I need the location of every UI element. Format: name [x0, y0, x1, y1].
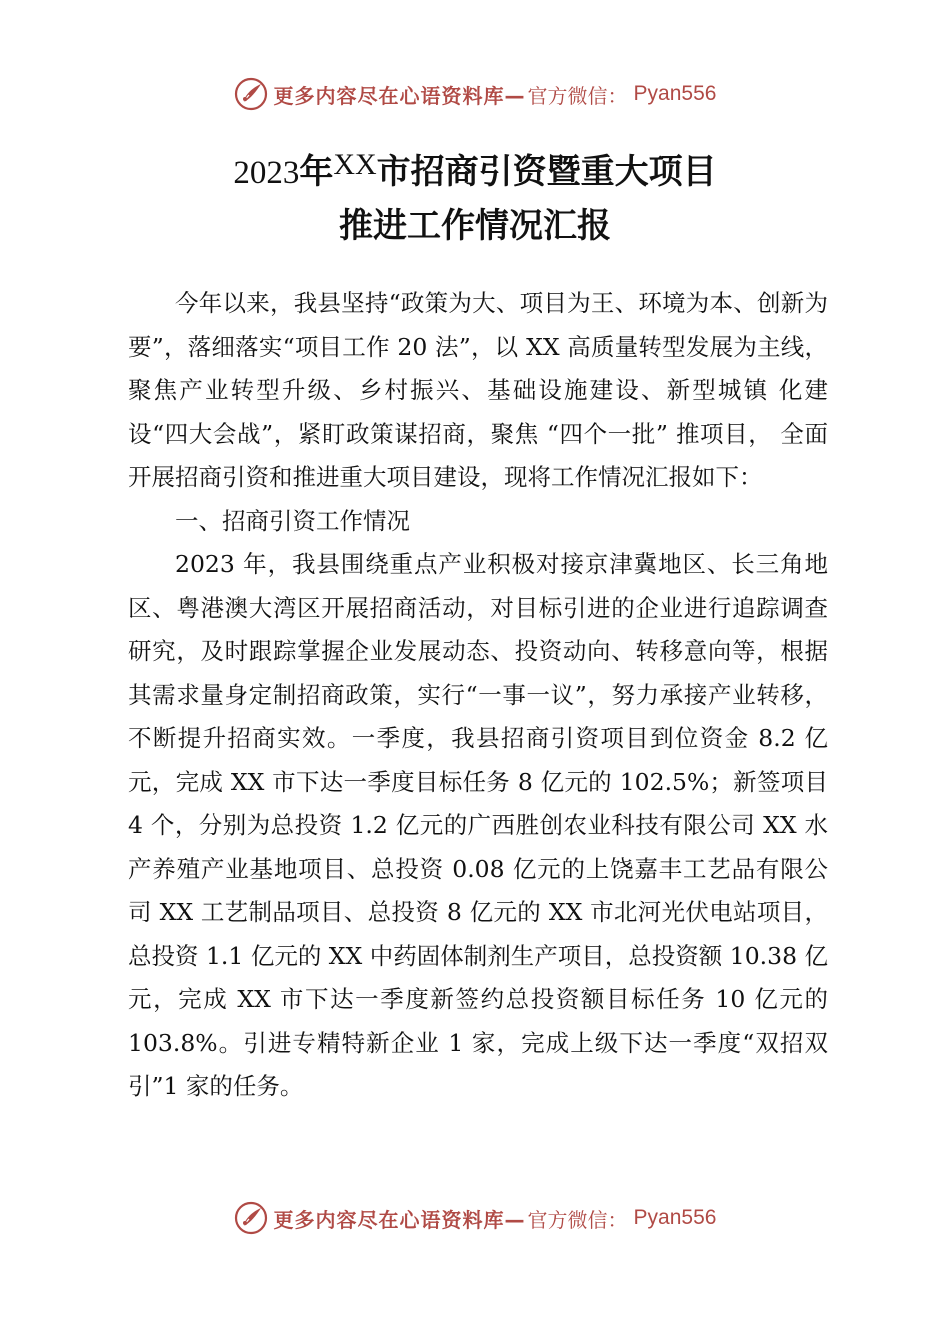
banner-wechat-id: Pyan556 [633, 82, 717, 105]
banner-wechat-label: 官方微信： [527, 1207, 628, 1232]
footer-banner [0, 1198, 950, 1238]
banner-text: 更多内容尽在心语资料库— [273, 1207, 526, 1232]
banner-text: 更多内容尽在心语资料库— [273, 83, 526, 108]
banner-wechat-id: Pyan556 [633, 1206, 717, 1229]
paragraph-investment: 2023 年，我县围绕重点产业积极对接京津冀地区、长三角地区、粤港澳大湾区开展招商活动，对目标引进的企业进行追踪调查研究，及时跟踪掌握企业发展动态、投资动向、转移意向等，根据其需求量身定制招商政策，实行“一事一议”，努力承接产业转移，不断提升招商实效。一季度，我县招商引资项目到位资金 8.2 亿元，完成 XX 市下达一季度目标任务 8 亿元的 102.5%；新签项目 4 个，分别为总投资 1.2 亿元的广西胜创农业科技有限公司 XX 水产养殖产业基地项目、总投资 0.08 亿元的上饶嘉丰工艺品有限公司 XX 工艺制品项目、总投资 8 亿元的 XX 市北河光伏电站项目，总投资 1.1 亿元的 XX 中药固体制剂生产项目，总投资额 10.38 亿元，完成 XX 市下达一季度新签约总投资额目标任务 10 亿元的 103.8%。引进专精特新企业 1 家，完成上级下达一季度“双招双引”1 家的任务。 [128, 550, 828, 1100]
title-part-2: 市招商引资暨重大项目 [376, 152, 717, 192]
section-heading: 一、招商引资工作情况 [175, 506, 410, 535]
title-year: 2023 [233, 155, 300, 191]
title-part-1: 年 [299, 152, 334, 192]
quill-pen-logo-icon [234, 77, 268, 111]
title-city: XX [333, 148, 377, 181]
paragraph-intro: 今年以来，我县坚持“政策为大、项目为王、环境为本、创新为要”，落细落实“项目工作 20 法”，以 XX 高质量转型发展为主线，聚焦产业转型升级、乡村振兴、基础设施建设、新型城镇 化建设“四大会战”，紧盯政策谋招商，聚焦 “四个一批” 推项目， 全面开展招商引资和推进重大项目建设，现将工作情况汇报如下： [128, 289, 828, 491]
quill-pen-logo-icon [234, 1201, 268, 1235]
document-title [0, 146, 950, 252]
title-line-1 [0, 146, 950, 200]
banner-wechat-label: 官方微信： [527, 83, 628, 108]
document-body [128, 282, 828, 1109]
title-line-2: 推进工作情况汇报 [339, 206, 611, 246]
header-banner [0, 74, 950, 114]
